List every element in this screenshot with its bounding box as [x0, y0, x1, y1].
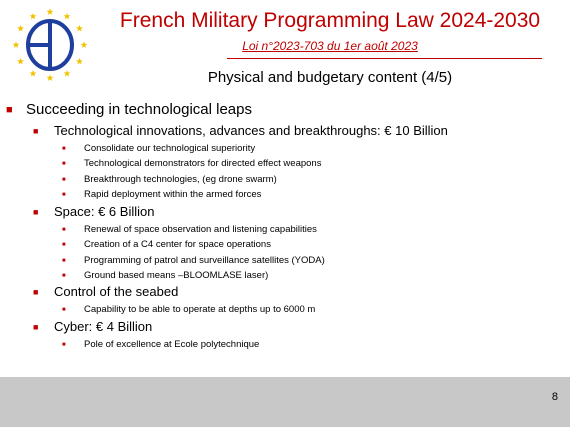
star-icon — [30, 70, 37, 77]
square-bullet-icon: ■ — [33, 322, 39, 332]
footer-bar — [0, 377, 570, 427]
group-label-text: Space: € 6 Billion — [54, 204, 155, 219]
square-bullet-icon: ■ — [62, 258, 66, 264]
list-item — [62, 239, 271, 250]
star-icon — [81, 41, 88, 48]
square-bullet-icon: ■ — [33, 207, 39, 217]
star-icon — [76, 25, 83, 32]
star-icon — [47, 74, 54, 81]
square-bullet-icon: ■ — [62, 177, 66, 183]
list-item — [62, 270, 268, 281]
list-item-text: Breakthrough technologies, (eg drone swarm) — [84, 174, 277, 185]
square-bullet-icon: ■ — [33, 287, 39, 297]
square-bullet-icon: ■ — [62, 273, 66, 279]
group-label — [33, 319, 152, 334]
subtitle-text: Loi n°2023-703 du 1er août 2023 — [242, 39, 418, 53]
list-item — [62, 143, 255, 154]
list-item-text: Programming of patrol and surveillance satellites (YODA) — [84, 255, 325, 266]
star-icon — [17, 25, 24, 32]
list-item-text: Ground based means –BLOOMLASE laser) — [84, 270, 269, 281]
square-bullet-icon: ■ — [62, 227, 66, 233]
list-item — [62, 304, 315, 315]
list-item-text: Pole of excellence at Ecole polytechnique — [84, 339, 260, 350]
group-label — [33, 284, 178, 299]
main-bullet — [6, 101, 252, 118]
slide-title: French Military Programming Law 2024-2030 — [119, 9, 541, 32]
list-item-text: Technological demonstrators for directed effect weapons — [84, 158, 322, 169]
star-icon — [13, 41, 20, 48]
list-item-text: Capability to be able to operate at depths up to 6000 m — [84, 304, 316, 315]
square-bullet-icon: ■ — [62, 192, 66, 198]
group-label — [33, 204, 154, 219]
slide-subtitle — [96, 39, 564, 53]
list-item-text: Renewal of space observation and listening capabilities — [84, 224, 317, 235]
list-item — [62, 339, 259, 350]
list-item — [62, 158, 321, 169]
title-divider — [227, 58, 542, 59]
square-bullet-icon: ■ — [62, 146, 66, 152]
square-bullet-icon: ■ — [6, 104, 13, 116]
group-label — [33, 123, 448, 138]
square-bullet-icon: ■ — [33, 126, 39, 136]
section-title: Physical and budgetary content (4/5) — [207, 69, 453, 86]
square-bullet-icon: ■ — [62, 342, 66, 348]
group-label-text: Control of the seabed — [54, 284, 179, 299]
list-item — [62, 224, 317, 235]
list-item — [62, 189, 261, 200]
main-bullet-text: Succeeding in technological leaps — [26, 101, 252, 118]
square-bullet-icon: ■ — [62, 307, 66, 313]
star-icon — [76, 58, 83, 65]
star-icon — [47, 8, 54, 15]
star-icon — [64, 13, 71, 20]
group-label-text: Technological innovations, advances and breakthroughs: € 10 Billion — [54, 123, 448, 138]
european-star-circle-logo-icon — [8, 6, 92, 84]
list-item-text: Consolidate our technological superiority — [84, 143, 256, 154]
list-item-text: Rapid deployment within the armed forces — [84, 189, 262, 200]
page-number: 8 — [551, 391, 558, 403]
list-item — [62, 174, 277, 185]
logo — [8, 6, 92, 84]
list-item — [62, 255, 325, 266]
square-bullet-icon: ■ — [62, 161, 66, 167]
star-icon — [17, 58, 24, 65]
square-bullet-icon: ■ — [62, 242, 66, 248]
list-item-text: Creation of a C4 center for space operations — [84, 239, 271, 250]
star-icon — [30, 13, 37, 20]
group-label-text: Cyber: € 4 Billion — [54, 319, 153, 334]
star-icon — [64, 70, 71, 77]
